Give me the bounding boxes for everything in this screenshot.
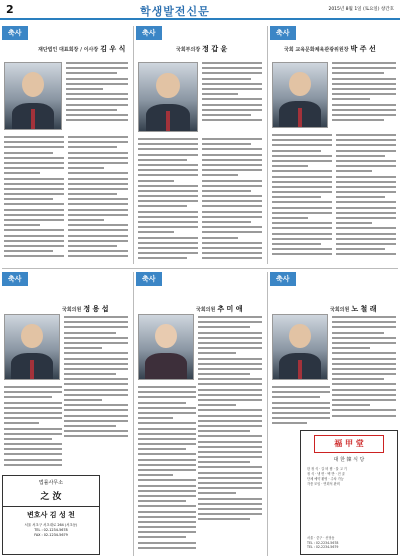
author-photo xyxy=(138,314,194,380)
article-tag: 축사 xyxy=(270,272,296,286)
article-1 xyxy=(2,26,130,266)
author-role: 국회 교육문화체육관광위원장 xyxy=(284,47,349,53)
author-name: 박 주 선 xyxy=(350,45,376,53)
menu-line: 정 식 · 냉 면 · 백 반 · 전 골 xyxy=(307,472,345,476)
author-role: 국회의원 xyxy=(62,307,82,313)
firm-name: 之 汝 xyxy=(40,492,62,502)
restaurant-phone-2: TEL : 02-2234-5679 xyxy=(307,545,339,550)
menu-line: 한 정 식 · 갈 비 찜 · 불 고 기 xyxy=(307,467,347,471)
author-photo xyxy=(4,314,60,380)
lawyer-name: 변호사 김 성 천 xyxy=(3,506,99,520)
article-body-lower xyxy=(272,134,332,259)
column-divider xyxy=(133,26,134,264)
article-2 xyxy=(136,26,264,266)
article-heading xyxy=(62,304,109,314)
article-tag: 축사 xyxy=(136,272,162,286)
firm-address: 서울 서초구 서초대로 264 (서초동) xyxy=(24,523,78,527)
article-tag: 축사 xyxy=(136,26,162,40)
author-photo xyxy=(272,314,328,380)
article-6 xyxy=(270,272,398,428)
restaurant-subtitle: 대 한 韓 식 당 xyxy=(333,457,365,463)
article-body-lower-right xyxy=(336,134,396,259)
restaurant-ad xyxy=(300,430,398,555)
article-body xyxy=(66,62,128,124)
page-header xyxy=(0,0,400,20)
article-heading xyxy=(176,44,227,54)
article-body-lower xyxy=(4,386,62,469)
author-role: 재단법인 대표회장 / 이사장 xyxy=(38,47,99,53)
article-4 xyxy=(2,272,130,472)
author-name: 추 미 애 xyxy=(217,305,243,313)
firm-fax: FAX : 02-1234-5679 xyxy=(34,533,68,537)
article-body-lower xyxy=(272,386,330,428)
article-tag: 축사 xyxy=(2,26,28,40)
author-name: 김 우 식 xyxy=(100,45,126,53)
law-firm-ad xyxy=(2,475,100,555)
article-3 xyxy=(270,26,398,266)
restaurant-name: 福 甲 堂 xyxy=(314,435,384,453)
menu-line: 각종 모임 · 연회석 완비 xyxy=(307,482,340,486)
article-body-lower-right xyxy=(202,138,262,263)
article-heading xyxy=(38,44,125,54)
restaurant-phone-1: TEL : 02-2234-5678 xyxy=(307,540,339,545)
article-body-lower xyxy=(4,136,64,261)
firm-phone: TEL : 02-1234-5678 xyxy=(34,528,68,532)
article-body xyxy=(198,316,262,524)
column-divider xyxy=(267,26,268,264)
author-role: 국회부의장 xyxy=(176,47,201,53)
author-role: 국회의원 xyxy=(196,307,216,313)
author-photo xyxy=(272,62,328,128)
paper-title: 학생발전신문 xyxy=(140,5,210,18)
article-tag: 축사 xyxy=(270,26,296,40)
author-role: 국회의원 xyxy=(330,307,350,313)
article-body-lower xyxy=(138,386,196,552)
restaurant-address: 서울 · 중구 · 신당동 xyxy=(307,536,335,541)
article-5 xyxy=(136,272,264,556)
issue-date: 2015년 8월 1일 (토요일) 창간호 xyxy=(328,7,394,12)
article-tag: 축사 xyxy=(2,272,28,286)
restaurant-menu xyxy=(307,467,391,487)
article-heading xyxy=(330,304,377,314)
article-body xyxy=(202,62,262,124)
author-name: 노 철 래 xyxy=(351,305,377,313)
column-divider xyxy=(133,272,134,556)
author-name: 정 용 섭 xyxy=(83,305,109,313)
article-heading xyxy=(284,44,376,54)
restaurant-contact xyxy=(307,536,338,550)
article-heading xyxy=(196,304,243,314)
page-number: 2 xyxy=(6,3,14,16)
column-divider xyxy=(267,272,268,556)
article-body xyxy=(332,316,396,420)
menu-line: 단체 예약 환영 · 주차 가능 xyxy=(307,477,344,481)
author-photo xyxy=(138,62,198,132)
article-body-lower-right xyxy=(68,136,128,261)
author-name: 정 갑 윤 xyxy=(202,45,228,53)
firm-type: 법률사무소 xyxy=(38,480,64,486)
author-photo xyxy=(4,62,62,130)
article-body xyxy=(64,316,128,441)
article-body xyxy=(332,62,396,124)
article-body-lower xyxy=(138,138,198,263)
row-divider xyxy=(2,268,398,269)
firm-contact xyxy=(3,523,99,538)
